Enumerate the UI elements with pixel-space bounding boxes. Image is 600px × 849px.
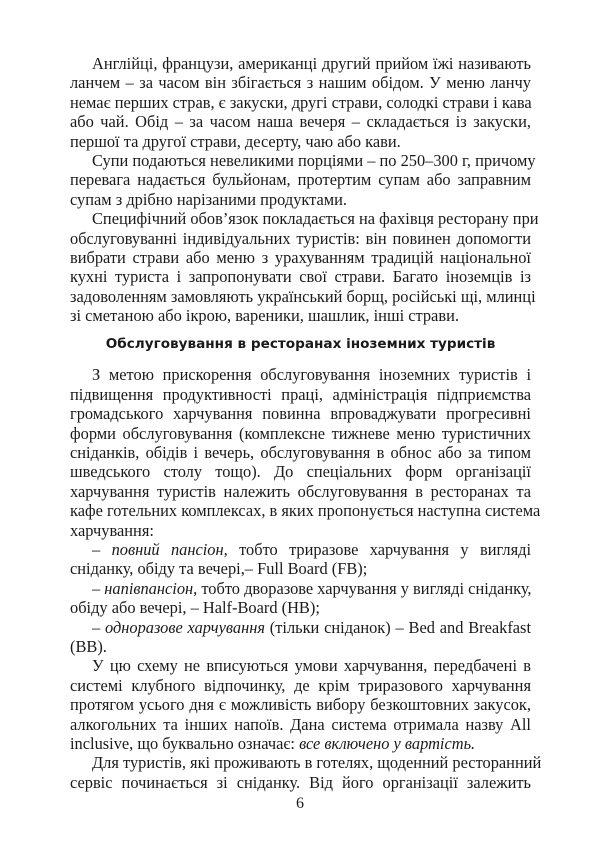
paragraph [70,150,536,209]
text-segment: задоволенням замовляють український борщ, російські щі, млинці [70,286,536,306]
text-line [70,229,531,248]
text-line [70,734,531,753]
text-segment: кухні туриста і запропонувати свої страви. Багато іноземців із [70,267,531,287]
text-line [70,540,531,559]
text-segment: обслуговуванні індивідуальних туристів: він повинен допомогти [70,228,531,248]
page-body [70,54,542,792]
text-segment: громадського харчування повинна впроваджувати прогресивні [70,404,531,424]
text-segment: сніданку, обіду та вечері,– Full Board (FB); [70,559,368,579]
text-segment: обіду або вечері, – Half-Board (HB); [70,598,320,618]
italic-text: напівпансіон, [104,578,198,598]
text-line [70,482,531,501]
text-line [70,170,531,189]
text-segment: (BB). [70,636,107,656]
text-segment: У цю схему не вписуються умови харчування, передбачені в [92,656,531,676]
text-line [70,676,531,695]
text-line [70,248,531,267]
text-segment: ланчем – за часом він збігається з нашим обідом. У меню ланчу [70,73,531,93]
text-segment: супам з дрібно нарізаними продуктами. [70,189,348,209]
text-line [70,559,531,578]
text-segment: системі клубного відпочинку, де крім триразового харчування [70,675,531,695]
text-segment: З метою прискорення обслуговування іноземних туристів і [92,365,531,385]
paragraph [70,540,531,579]
text-segment: алкогольних та інших напоїв. Дана система отримала назву All [70,714,531,734]
text-segment: вибрати страви або меню з урахуванням традицій національної [70,247,531,267]
text-line [70,132,531,151]
text-line [70,73,531,92]
text-line [70,753,542,773]
text-line [70,462,531,481]
text-line [70,267,531,286]
text-segment: Специфічний обов’язок покладається на фахівця ресторану при [92,209,539,229]
text-segment: немає перших страв, є закуски, другі страви, солодкі страви і кава [70,92,532,112]
text-segment: – [92,539,112,559]
text-segment: (тільки сніданок) – Bed and Breakfast [264,617,531,637]
text-segment: першої та другої страви, десерту, чаю або кави. [70,131,401,151]
paragraph [70,209,539,326]
section-heading: Обслуговування в ресторанах іноземних туристів [105,336,496,353]
text-segment: кафе готельних комплексах, в яких пропонується наступна система [70,501,541,521]
italic-text: все включено у вартість. [299,733,476,753]
text-segment: підвищення продуктивності праці, адміністрація підприємства [70,384,531,404]
italic-text: одноразове харчування [105,617,265,637]
text-segment: – [92,578,105,598]
italic-text: повний пансіон, [111,539,228,559]
text-segment: – [92,617,105,637]
text-segment: форми обслуговування (комплексне тижневе меню туристичних [70,423,531,443]
text-segment: тобто дворазове харчування у вигляді сніданку, [197,578,532,598]
text-segment: протягом усього дня є можливість вибору безкоштовних закусок, [70,695,531,715]
text-line [70,150,536,170]
page-number: 6 [296,795,304,812]
text-segment: перевага надається бульйонам, протертим супам або заправним [70,170,531,190]
text-segment: тобто триразове харчування у вигляді [227,539,531,559]
text-segment: сервіс починається зі сніданку. Від його організації залежить [70,772,531,792]
text-line [70,424,531,443]
text-line [70,385,531,404]
text-line [70,579,531,598]
paragraph [70,656,531,753]
text-segment: Для туристів, які проживають в готелях, щоденний ресторанний [92,753,542,773]
paragraph [70,753,542,792]
text-line [70,501,541,521]
text-segment: Англійці, французи, американці другий прийом їжі називають [92,54,531,73]
text-line [70,715,531,734]
paragraph [70,618,531,657]
text-line [70,306,531,325]
paragraph [70,54,531,151]
text-line [70,598,531,617]
text-line [70,404,531,423]
text-line [70,773,531,792]
text-line [70,618,531,637]
paragraph [70,579,531,618]
text-segment: харчування туристів належить обслуговування в ресторанах та [70,481,531,501]
text-segment: харчування: [70,520,154,540]
text-segment: шведського столу тощо). До спеціальних форм організації [70,462,531,482]
text-segment: або чай. Обід – за часом наша вечеря – складається із закуски, [70,112,531,132]
text-line [70,656,531,675]
text-line [70,93,531,112]
text-line [70,209,539,229]
text-line [70,190,531,209]
text-line [70,521,531,540]
text-segment: inclusive, що буквально означає: [70,733,300,753]
text-line [70,286,536,306]
text-segment: сніданків, обідів і вечерь, обслуговування в обнос або за типом [70,443,531,463]
text-line [70,112,531,131]
text-segment: Супи подаються невеликими порціями – по 250–300 г, причому [92,150,536,170]
text-line [70,637,531,656]
text-line [70,365,531,384]
text-segment: зі сметаною або ікрою, вареники, шашлик, інші страви. [70,306,459,326]
text-line [70,54,531,73]
paragraph [70,365,541,540]
text-line [70,443,531,462]
text-line [70,695,531,714]
